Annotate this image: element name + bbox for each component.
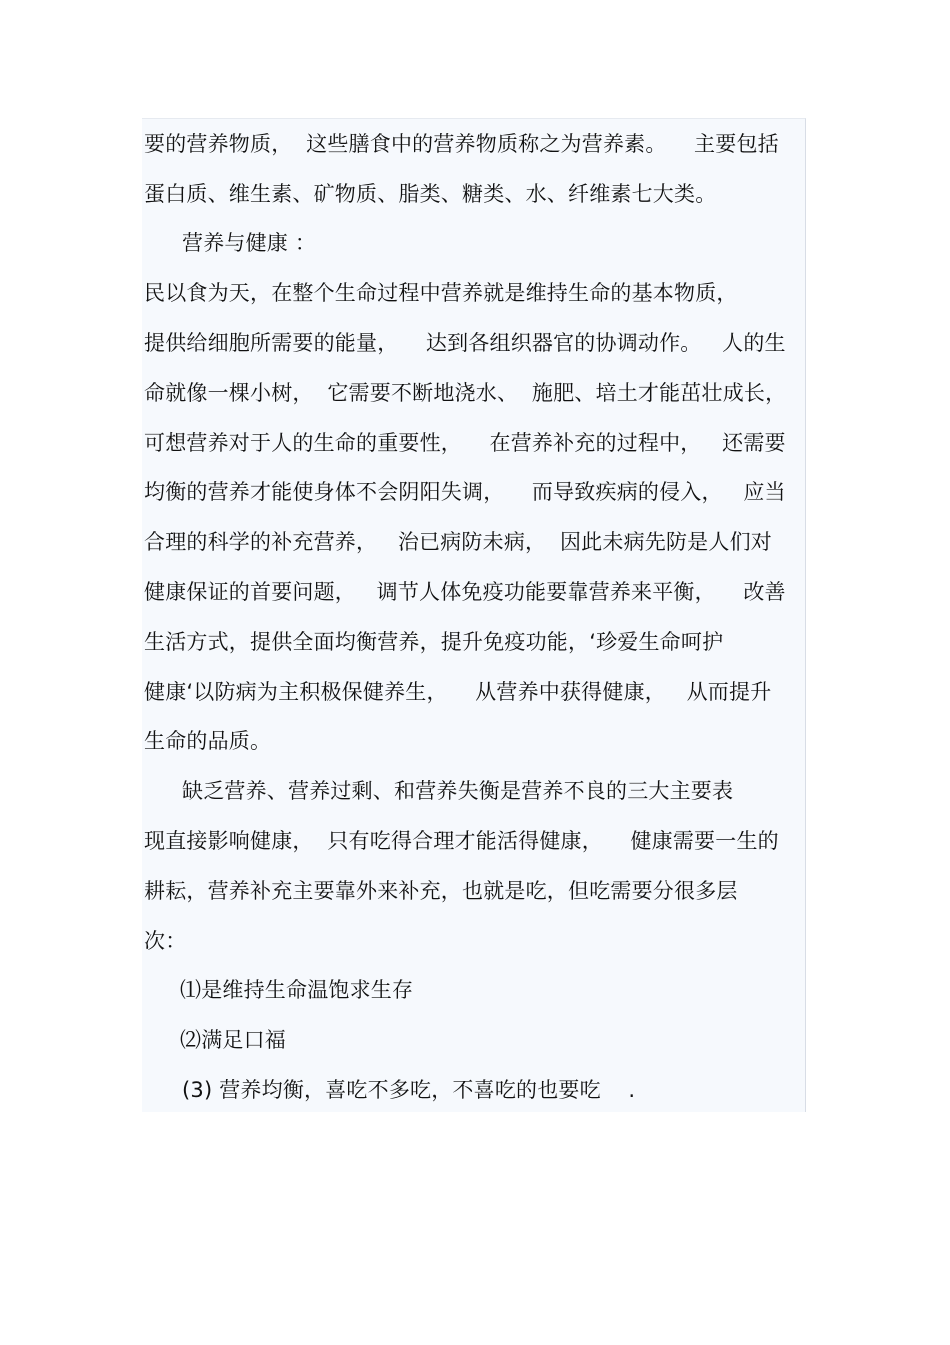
text-line-6: 命就像一棵小树， 它需要不断地浇水、 施肥、培土才能茁壮成长， (144, 381, 787, 405)
list-item-2: ⑵满足口福 (180, 1028, 286, 1052)
text-line-13: 生命的品质。 (144, 729, 272, 753)
text-line-15: 现直接影响健康， 只有吃得合理才能活得健康， 健康需要一生的 (144, 829, 779, 853)
section-heading-nutrition-health: 营养与健康 ： (182, 231, 317, 255)
list-item-1: ⑴是维持生命温饱求生存 (180, 978, 414, 1002)
list-item-3: (3) 营养均衡，喜吃不多吃，不喜吃的也要吃 . (182, 1078, 636, 1102)
text-line-9: 合理的科学的补充营养， 治已病防未病， 因此未病先防是人们对 (144, 530, 772, 554)
text-line-7: 可想营养对于人的生命的重要性， 在营养补充的过程中， 还需要 (144, 431, 786, 455)
text-line-5: 提供给细胞所需要的能量， 达到各组织器官的协调动作。 人的生 (144, 331, 786, 355)
text-line-17: 次： (144, 929, 187, 953)
text-line-4: 民以食为天，在整个生命过程中营养就是维持生命的基本物质， (144, 281, 738, 305)
text-line-11: 生活方式，提供全面均衡营养，提升免疫功能，‘珍爱生命呵护 (144, 630, 724, 654)
document-page (142, 118, 806, 1112)
text-line-12: 健康‘以防病为主积极保健养生， 从营养中获得健康， 从而提升 (144, 680, 772, 704)
text-line-14: 缺乏营养、营养过剩、和营养失衡是营养不良的三大主要表 (182, 779, 734, 803)
text-line-16: 耕耘，营养补充主要靠外来补充，也就是吃，但吃需要分很多层 (144, 879, 738, 903)
text-line-8: 均衡的营养才能使身体不会阴阳失调， 而导致疾病的侵入， 应当 (144, 480, 786, 504)
text-line-1: 要的营养物质， 这些膳食中的营养物质称之为营养素。 主要包括 (144, 132, 779, 156)
text-line-10: 健康保证的首要问题， 调节人体免疫功能要靠营养来平衡， 改善 (144, 580, 786, 604)
text-line-2: 蛋白质、维生素、矿物质、脂类、糖类、水、纤维素七大类。 (144, 182, 717, 206)
